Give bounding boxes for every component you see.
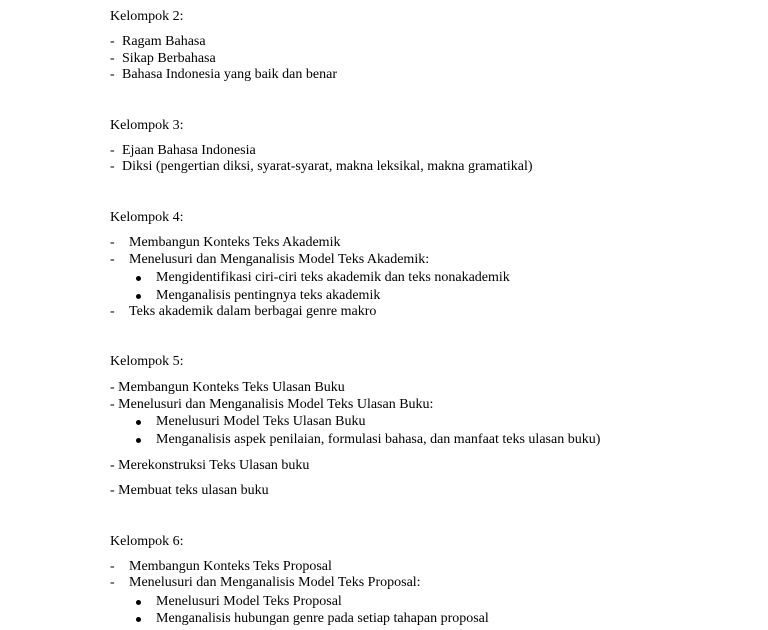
list-item-text: Menelusuri dan Menganalisis Model Teks Proposal: <box>129 575 421 590</box>
bullet-icon <box>136 600 141 605</box>
sub-list-item-text: Menganalisis hubungan genre pada setiap tahapan proposal <box>156 611 489 626</box>
section-heading: Kelompok 2: <box>110 9 184 24</box>
dash-marker: - <box>110 575 115 590</box>
sub-list-item-text: Menganalisis aspek penilaian, formulasi bahasa, dan manfaat teks ulasan buku) <box>156 432 601 447</box>
bullet-icon <box>136 438 141 443</box>
sub-list-item-text: Mengidentifikasi ciri-ciri teks akademik dan teks nonakademik <box>156 270 510 285</box>
list-item: - Membangun Konteks Teks Ulasan Buku <box>110 380 345 395</box>
list-item: - Membuat teks ulasan buku <box>110 483 269 498</box>
section-heading: Kelompok 5: <box>110 354 184 369</box>
list-item-text: Teks akademik dalam berbagai genre makro <box>129 304 377 319</box>
sub-list-item-text: Menelusuri Model Teks Proposal <box>156 594 342 609</box>
list-item-text: Sikap Berbahasa <box>122 51 216 66</box>
dash-marker: - <box>110 51 115 66</box>
list-item: - Merekonstruksi Teks Ulasan buku <box>110 458 310 473</box>
list-item-text: Diksi (pengertian diksi, syarat-syarat, makna leksikal, makna gramatikal) <box>122 159 533 174</box>
section-heading: Kelompok 3: <box>110 118 184 133</box>
section-heading: Kelompok 6: <box>110 534 184 549</box>
dash-marker: - <box>110 304 115 319</box>
dash-marker: - <box>110 559 115 574</box>
dash-marker: - <box>110 235 115 250</box>
list-item-text: Menelusuri dan Menganalisis Model Teks Akademik: <box>129 252 430 267</box>
list-item-text: Ejaan Bahasa Indonesia <box>122 143 256 158</box>
section-heading: Kelompok 4: <box>110 210 184 225</box>
list-item: - Menelusuri dan Menganalisis Model Teks Ulasan Buku: <box>110 397 434 412</box>
list-item-text: Membangun Konteks Teks Akademik <box>129 235 341 250</box>
sub-list-item-text: Menganalisis pentingnya teks akademik <box>156 288 381 303</box>
bullet-icon <box>136 294 141 299</box>
dash-marker: - <box>110 252 115 267</box>
dash-marker: - <box>110 34 115 49</box>
list-item-text: Ragam Bahasa <box>122 34 206 49</box>
bullet-icon <box>136 617 141 622</box>
bullet-icon <box>136 276 141 281</box>
dash-marker: - <box>110 143 115 158</box>
dash-marker: - <box>110 159 115 174</box>
sub-list-item-text: Menelusuri Model Teks Ulasan Buku <box>156 414 366 429</box>
list-item-text: Membangun Konteks Teks Proposal <box>129 559 332 574</box>
list-item-text: Bahasa Indonesia yang baik dan benar <box>122 67 337 82</box>
dash-marker: - <box>110 67 115 82</box>
bullet-icon <box>136 420 141 425</box>
